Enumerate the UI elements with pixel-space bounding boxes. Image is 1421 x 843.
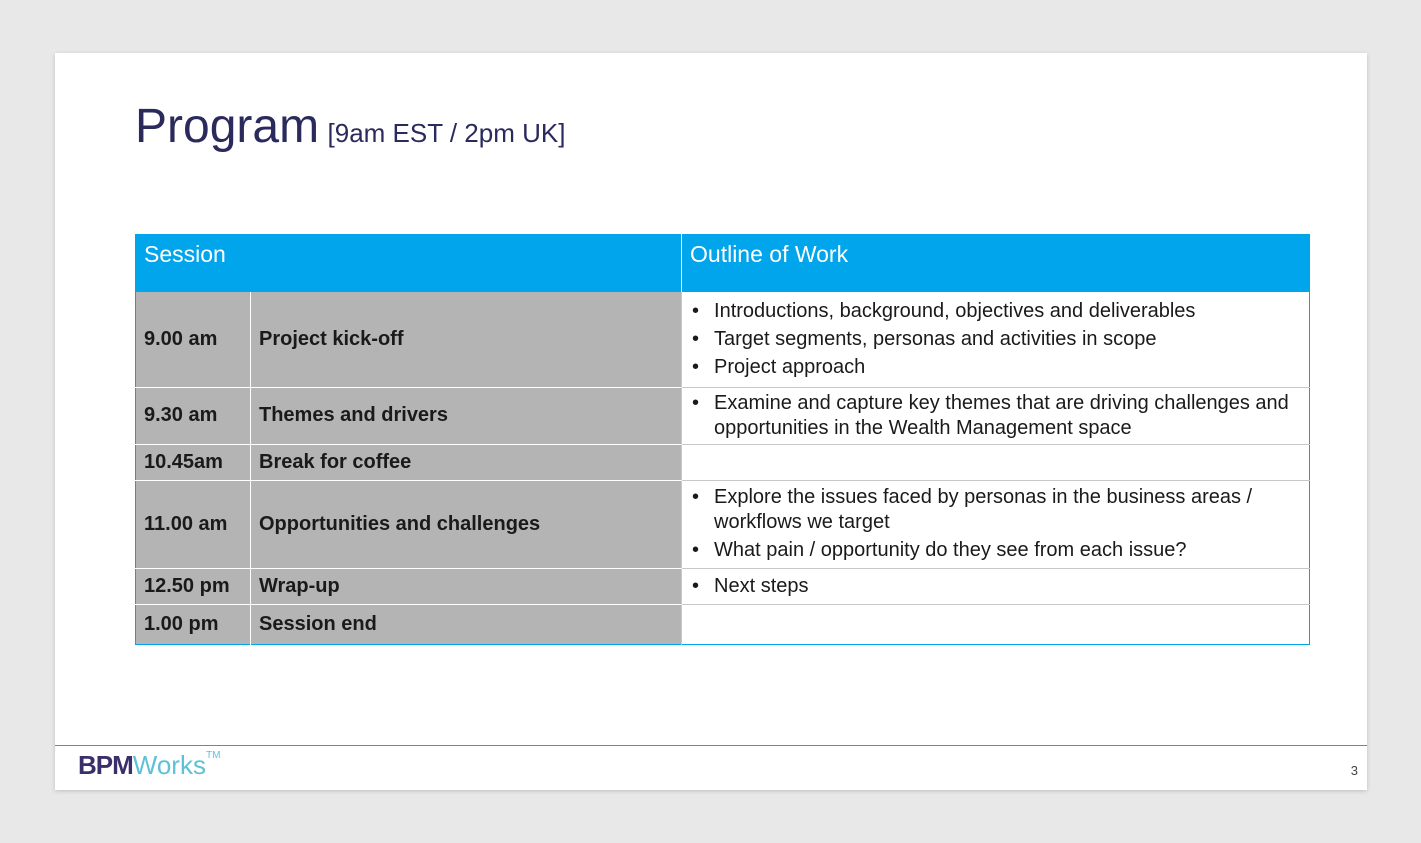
page-number: 3 (1350, 763, 1358, 778)
bpmworks-logo (78, 750, 220, 781)
footer-divider (55, 745, 1367, 746)
bullet-item: • Explore the issues faced by personas in the business areas / workflows we target (690, 485, 1301, 535)
row-outline (682, 480, 1310, 568)
row-outline (682, 387, 1310, 444)
row-time: 9.30 am (136, 387, 251, 444)
row-session: Themes and drivers (251, 387, 682, 444)
bullet-item: • Examine and capture key themes that are driving challenges and opportunities in the Wealth Management space (690, 391, 1301, 441)
row-session: Break for coffee (251, 444, 682, 480)
table-row (136, 444, 1310, 480)
bullet-item: • Project approach (690, 355, 1301, 380)
bullet-item: • Next steps (690, 574, 1301, 599)
table-row (136, 568, 1310, 604)
bullet-list (690, 485, 1301, 563)
row-outline (682, 444, 1310, 480)
logo-works: Works (132, 750, 206, 780)
row-time: 12.50 pm (136, 568, 251, 604)
title-main: Program (135, 100, 320, 153)
table-row (136, 292, 1310, 387)
row-session: Opportunities and challenges (251, 480, 682, 568)
row-time: 11.00 am (136, 480, 251, 568)
bullet-list (690, 299, 1301, 380)
program-table (135, 234, 1310, 645)
bullet-item: • What pain / opportunity do they see from each issue? (690, 538, 1301, 563)
table-row (136, 604, 1310, 644)
table-row (136, 480, 1310, 568)
bullet-item: • Target segments, personas and activities in scope (690, 327, 1301, 352)
header-outline: Outline of Work (682, 235, 1310, 293)
title-subtitle: [9am EST / 2pm UK] (327, 118, 566, 148)
row-outline (682, 604, 1310, 644)
slide-title (135, 97, 565, 157)
bullet-list (690, 574, 1301, 599)
bullet-item: • Introductions, background, objectives and deliverables (690, 299, 1301, 324)
header-session: Session (136, 235, 682, 293)
bullet-list (690, 391, 1301, 441)
row-session: Session end (251, 604, 682, 644)
table-row (136, 387, 1310, 444)
row-session: Project kick-off (251, 292, 682, 387)
slide (55, 53, 1367, 790)
row-outline (682, 292, 1310, 387)
row-time: 9.00 am (136, 292, 251, 387)
table-header-row (136, 235, 1310, 293)
row-outline (682, 568, 1310, 604)
row-time: 1.00 pm (136, 604, 251, 644)
row-session: Wrap-up (251, 568, 682, 604)
logo-bpm: BPM (78, 750, 133, 780)
logo-trademark: TM (205, 750, 221, 761)
row-time: 10.45am (136, 444, 251, 480)
